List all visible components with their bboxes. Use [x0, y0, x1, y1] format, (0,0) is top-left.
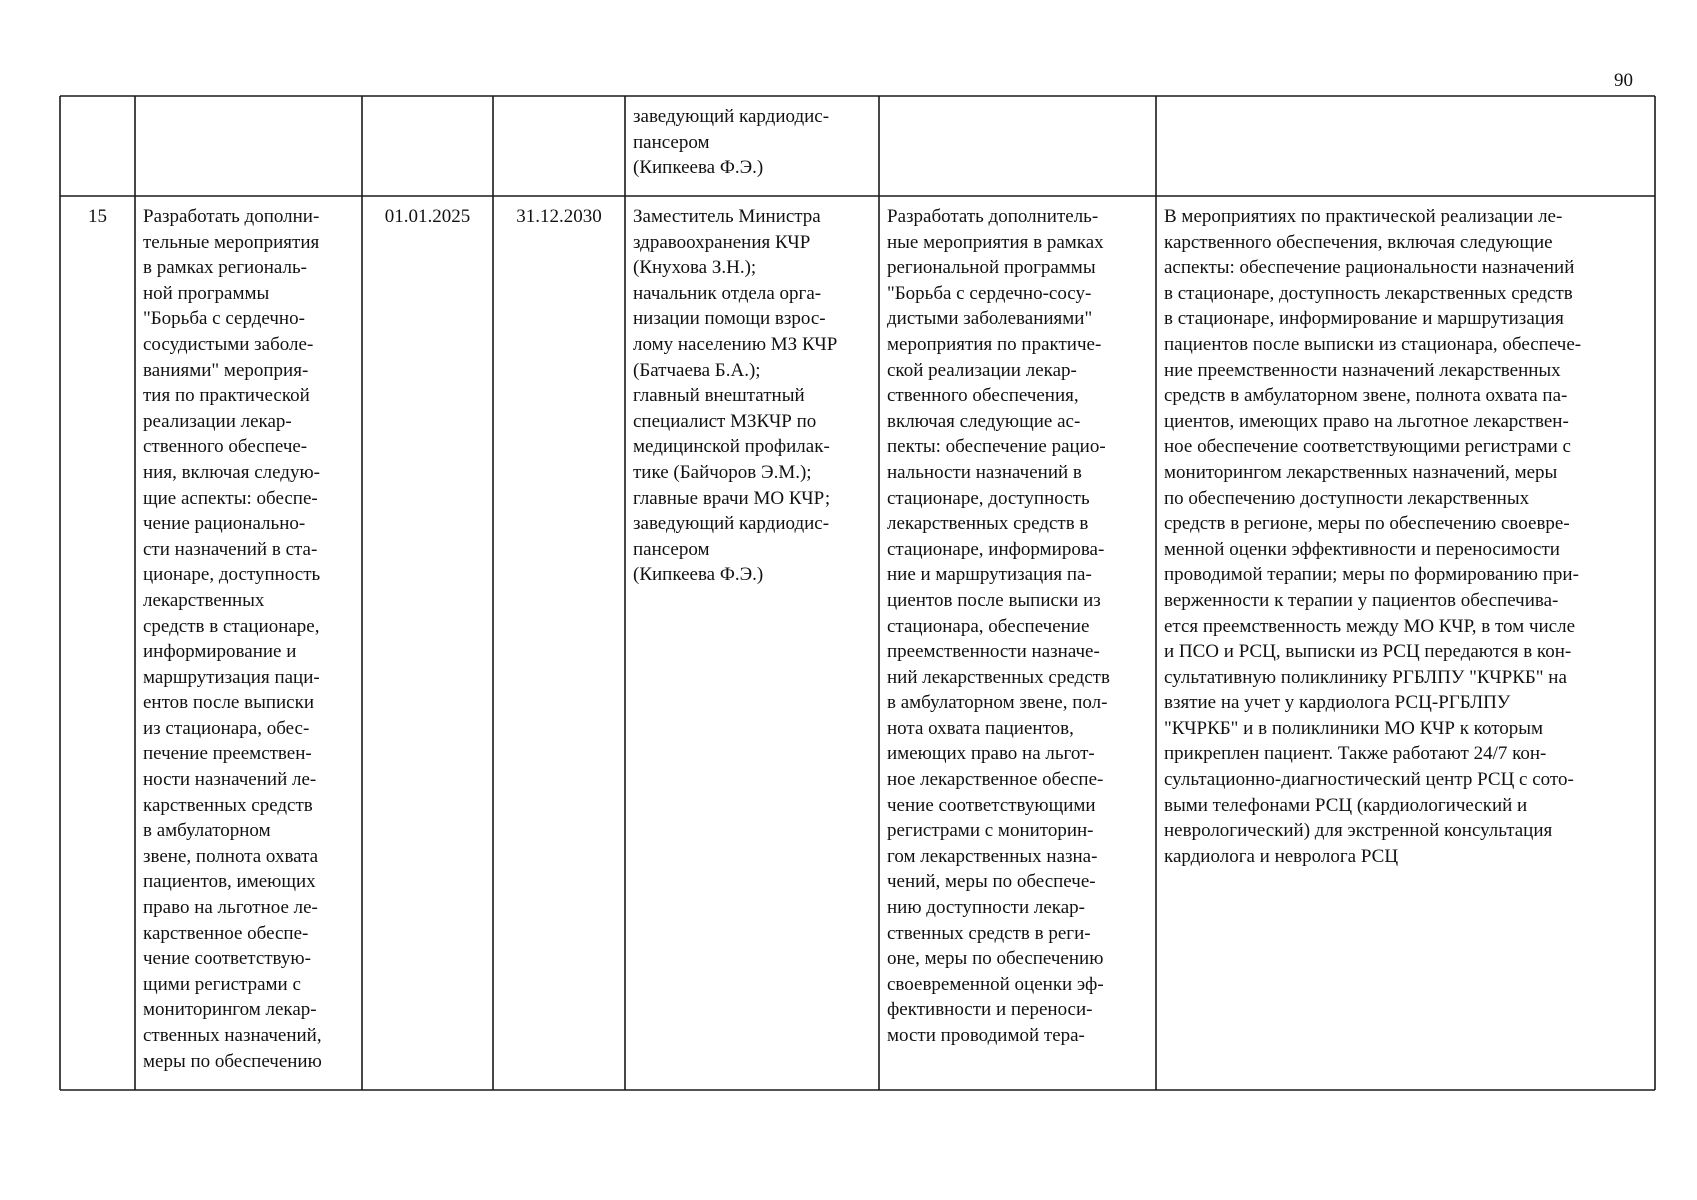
table-cell-expected-result: Разработать дополнитель- ные мероприятия в рамках региональной программы "Борьба с сердечно-сосу- дистыми заболеваниями" мероприятия по практиче- ской реализации лекар- ственного обеспечения, включая следующие ас- пекты: обеспечение рацио- нальности назначений в стационаре, доступность лекарственных средств в стационаре, информирова- ние и маршрутизация па- циентов после выписки из стационара, обеспечение преемственности назначе- ний лекарственных средств в амбулаторном звене, пол- нота охвата пациентов, имеющих право на льгот- ное лекарственное обеспе- чение соответствующими регистрами с мониторин- гом лекарственных назна- чений, меры по обеспече- нию доступности лекар- ственных средств в реги- оне, меры по обеспечению своевременной оценки эф- фективности и переноси- мости проводимой тера- — [887, 206, 1110, 1046]
table-cell-end-date: 31.12.2030 — [516, 206, 602, 227]
table-cell-responsible: заведующий кардиодис- пансером (Кипкеева Ф.Э.) — [633, 106, 830, 179]
table-cell-number: 15 — [88, 206, 107, 227]
table-cell-responsible: Заместитель Министра здравоохранения КЧР (Кнухова З.Н.); начальник отдела орга- низации помощи взрос- лому населению МЗ КЧР (Батчаева Б.А.); главный внештатный специалист МЗКЧР по медицинской профилак- тике (Байчоров Э.М.); главные врачи МО КЧР; заведующий кардиодис- пансером (Кипкеева Ф.Э.) — [633, 206, 838, 586]
table-cell-implementation: В мероприятиях по практической реализации ле- карственного обеспечения, включая следующие аспекты: обеспечение рациональности назначений в стационаре, доступность лекарственных средств в стационаре, информирование и маршрутизация пациентов после выписки из стационара, обеспече- ние преемственности назначений лекарственных средств в амбулаторном звене, полнота охвата па- циентов, имеющих право на льготное лекарствен- ное обеспечение соответствующими регистрами с мониторингом лекарственных назначений, меры по обеспечению доступности лекарственных средств в регионе, меры по обеспечению своевре- менной оценки эффективности и переносимости проводимой терапии; меры по формированию при- верженности к терапии у пациентов обеспечива- ется преемственность между МО КЧР, в том числе и ПСО и РСЦ, выписки из РСЦ передаются в кон- сультативную поликлинику РГБЛПУ "КЧРКБ" на взятие на учет у кардиолога РСЦ-РГБЛПУ "КЧРКБ" и в поликлиники МО КЧР к которым прикреплен пациент. Также работают 24/7 кон- сультационно-диагностический центр РСЦ с сото- выми телефонами РСЦ (кардиологический и неврологический) для экстренной консультация кардиолога и невролога РСЦ — [1164, 206, 1582, 867]
page-number: 90 — [1614, 70, 1633, 91]
table-cell-start-date: 01.01.2025 — [384, 206, 471, 227]
table-cell-activity: Разработать дополни- тельные мероприятия в рамках региональ- ной программы "Борьба с сердечно- сосудистыми заболе- ваниями" мероприя- тия по практической реализации лекар- ственного обеспече- ния, включая следую- щие аспекты: обеспе- чение рациональнo- сти назначений в ста- ционаре, доступность лекарственных средств в стационаре, информирование и маршрутизация паци- ентов после выписки из стационара, обес- печение преемствен- ности назначений ле- карственных средств в амбулаторном звене, полнота охвата пациентов, имеющих право на льготное ле- карственное обеспе- чение соответствую- щими регистрами с мониторингом лекар- ственных назначений, меры по обеспечению — [143, 206, 322, 1072]
